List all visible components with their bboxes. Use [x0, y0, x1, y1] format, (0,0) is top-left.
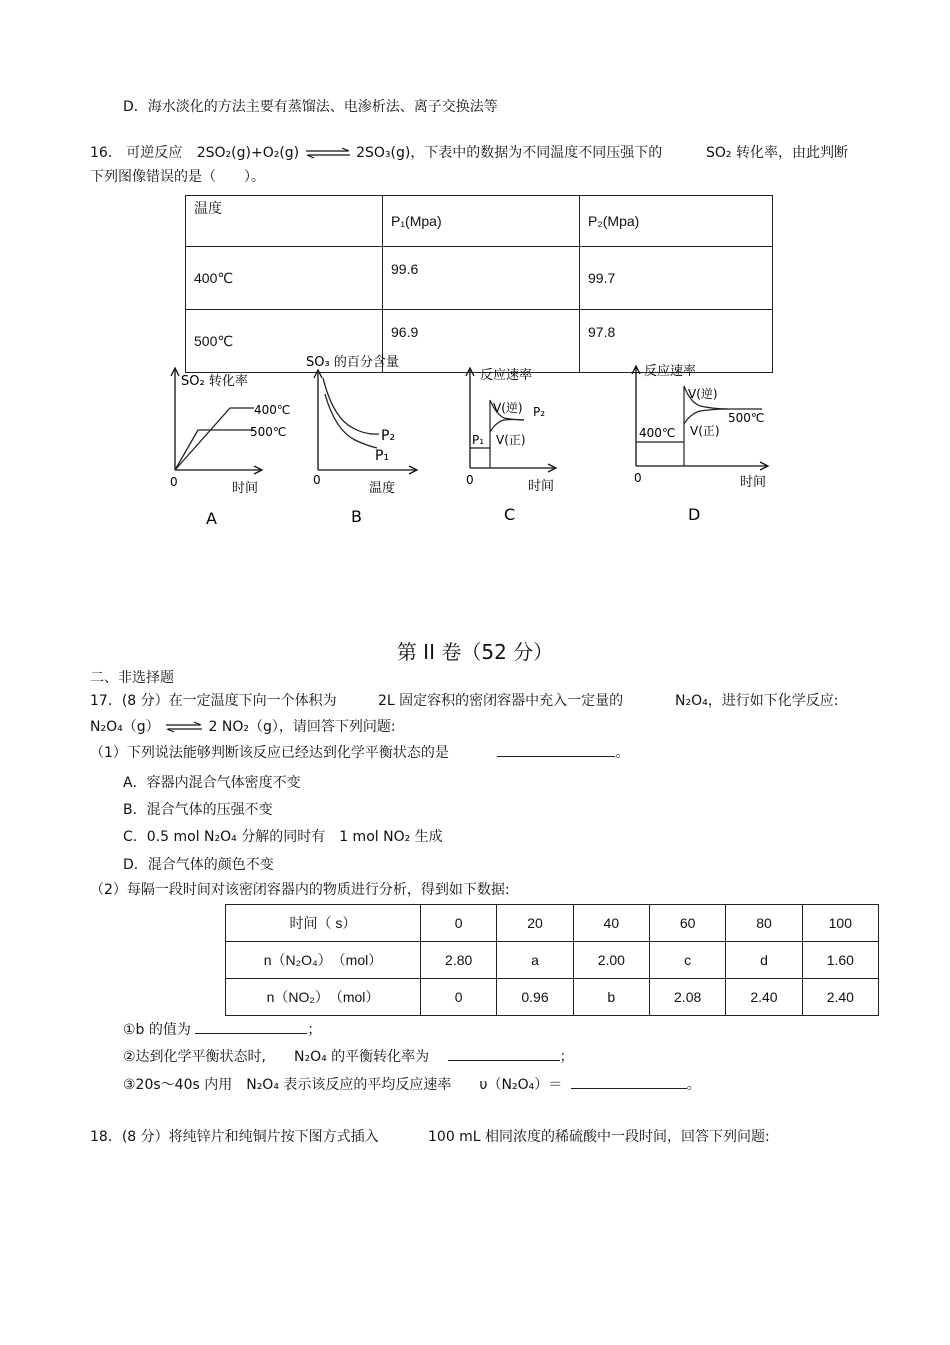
- graph-d-letter: D: [688, 505, 701, 524]
- graph-c-xlabel: 时间: [528, 479, 555, 494]
- table-header-cell: 40: [573, 905, 649, 942]
- q17-sub3: [123, 1074, 701, 1094]
- table-cell: 2.40: [726, 979, 802, 1016]
- q17-option-b: B．混合气体的压强不变: [123, 802, 273, 818]
- q16-table: [185, 195, 773, 373]
- q16-reactants: 2SO₂(g)+O₂(g): [196, 145, 300, 161]
- curve-500: [175, 430, 254, 470]
- table-cell: a: [497, 942, 573, 979]
- table-cell: 2.00: [573, 942, 649, 979]
- section-title: 第 II 卷（52 分）: [396, 640, 554, 664]
- q17-sub3-text: ③20s～40s 内用 N₂O₄ 表示该反应的平均反应速率 υ（N₂O₄）＝: [123, 1077, 563, 1093]
- q16-text-c: SO₂ 转化率，由此判断: [706, 145, 848, 161]
- graph-d-v-rev: V(逆): [688, 387, 718, 401]
- graph-c-ylabel: 反应速率: [480, 368, 533, 383]
- graph-d-origin: 0: [634, 471, 642, 485]
- curve-v-fwd: [684, 409, 728, 424]
- table-cell: d: [726, 942, 802, 979]
- q17-reactant: N₂O₄（g）: [90, 719, 160, 735]
- graph-a: [160, 360, 300, 534]
- table-header-cell: 时间（ s）: [226, 905, 421, 942]
- q17-part2: （2）每隔一段时间对该密闭容器内的物质进行分析，得到如下数据:: [90, 882, 510, 898]
- answer-blank[interactable]: [571, 1076, 687, 1089]
- table-cell: 400℃: [186, 247, 383, 310]
- table-cell: 96.9: [383, 310, 580, 373]
- graph-a-letter: A: [206, 509, 217, 528]
- answer-blank[interactable]: [497, 744, 615, 757]
- graph-c-svg: [458, 360, 578, 530]
- graph-b-curve-label-1: P₂: [381, 428, 396, 444]
- graph-d-t2: 500℃: [728, 411, 765, 425]
- table-cell: 97.8: [580, 310, 773, 373]
- graph-b-curve-label-2: P₁: [375, 448, 390, 464]
- graph-c-v-rev: V(逆): [493, 401, 523, 415]
- reversible-arrow-icon: [164, 721, 204, 733]
- graph-c-v-fwd: V(正): [496, 433, 526, 447]
- table-cell: 1.60: [802, 942, 878, 979]
- graph-a-svg: [160, 360, 300, 530]
- curve-p2: [323, 378, 379, 434]
- table-header-cell: 0: [421, 905, 497, 942]
- q17-option-c: C．0.5 mol N₂O₄ 分解的同时有 1 mol NO₂ 生成: [123, 829, 443, 845]
- table-cell: 0: [421, 979, 497, 1016]
- q17-product: 2 NO₂（g），请回答下列问题:: [208, 719, 396, 735]
- table-cell: n（N₂O₄） （mol）: [226, 942, 421, 979]
- table-row: [226, 979, 879, 1016]
- table-header-cell: 100: [802, 905, 878, 942]
- q17-intro-a: 17．(8 分）在一定温度下向一个体积为: [90, 693, 337, 709]
- reversible-arrow-icon: [304, 147, 352, 159]
- table-cell: n（NO₂） （mol）: [226, 979, 421, 1016]
- q17-sub2-end: ；: [559, 1049, 574, 1065]
- table-header-cell: P₁(Mpa): [383, 196, 580, 247]
- table-header-cell: 80: [726, 905, 802, 942]
- table-header-cell: 温度: [186, 196, 383, 247]
- q16-product: 2SO₃(g): [356, 145, 411, 161]
- graph-b-ylabel: SO₃ 的百分含量: [306, 355, 399, 370]
- table-cell: 2.08: [649, 979, 725, 1016]
- table-header-cell: 60: [649, 905, 725, 942]
- graph-b-svg: [303, 348, 443, 528]
- graph-a-xlabel: 时间: [232, 481, 259, 496]
- q16-stem-line1: [90, 142, 662, 162]
- table-cell: c: [649, 942, 725, 979]
- table-cell: 2.80: [421, 942, 497, 979]
- graph-b: [303, 348, 443, 532]
- q18-text-b: 100 mL 相同浓度的稀硫酸中一段时间，回答下列问题:: [428, 1129, 770, 1145]
- graph-c-p2: P₂: [533, 405, 546, 419]
- graph-c-letter: C: [504, 505, 516, 524]
- graph-a-curve-label-1: 400℃: [254, 403, 291, 417]
- section-subtitle: 二、非选择题: [90, 670, 174, 686]
- graph-a-curve-label-2: 500℃: [250, 425, 287, 439]
- curve-p1: [325, 394, 377, 448]
- table-cell: b: [573, 979, 649, 1016]
- table-cell: 0.96: [497, 979, 573, 1016]
- q17-sub1: [123, 1019, 321, 1039]
- curve-v-fwd: [490, 420, 524, 433]
- q17-table: [225, 904, 879, 1016]
- graph-b-letter: B: [351, 507, 362, 526]
- graph-b-xlabel: 温度: [369, 481, 396, 496]
- graph-c-origin: 0: [466, 473, 474, 487]
- table-cell: 99.7: [580, 247, 773, 310]
- answer-blank[interactable]: [448, 1048, 560, 1061]
- q17-part1-end: 。: [615, 745, 630, 761]
- q17-sub3-end: 。: [686, 1077, 701, 1093]
- table-header-cell: 20: [497, 905, 573, 942]
- graph-c-p1: P₁: [472, 433, 485, 447]
- answer-blank[interactable]: [195, 1021, 307, 1034]
- table-header-row: [226, 905, 879, 942]
- graph-d-svg: [624, 358, 784, 528]
- q16-text-b: ，下表中的数据为不同温度不同压强下的: [410, 145, 663, 161]
- prev-option-d: D．海水淡化的方法主要有蒸馏法、电渗析法、离子交换法等: [123, 99, 498, 115]
- q17-sub1-end: ；: [307, 1022, 322, 1038]
- q17-sub2: [123, 1046, 574, 1066]
- q17-intro-c: N₂O₄，进行如下化学反应:: [675, 693, 839, 709]
- table-cell: 500℃: [186, 310, 383, 373]
- graph-a-origin: 0: [170, 475, 178, 489]
- graph-d-xlabel: 时间: [740, 475, 767, 490]
- table-row: [186, 247, 773, 310]
- graph-d-t1: 400℃: [639, 426, 676, 440]
- q18-text-a: 18．(8 分）将纯锌片和纯铜片按下图方式插入: [90, 1129, 379, 1145]
- graph-d-v-fwd: V(正): [690, 424, 720, 438]
- q17-option-d: D．混合气体的颜色不变: [123, 857, 274, 873]
- q17-sub1-text: ①b 的值为: [123, 1022, 191, 1038]
- curve-400: [175, 408, 254, 470]
- graph-b-origin: 0: [313, 473, 321, 487]
- q17-part1: [90, 742, 629, 762]
- graph-d-ylabel: 反应速率: [644, 364, 697, 379]
- q16-text-a: 可逆反应: [126, 145, 183, 161]
- graph-d: [624, 358, 784, 532]
- q16-stem-line2: 下列图像错误的是（ ）。: [90, 169, 265, 185]
- graph-a-ylabel: SO₂ 转化率: [181, 374, 248, 389]
- q17-reaction: [90, 716, 396, 736]
- table-cell: 99.6: [383, 247, 580, 310]
- q16-num: 16．: [90, 145, 122, 161]
- q17-sub2-text: ②达到化学平衡状态时, N₂O₄ 的平衡转化率为: [123, 1049, 430, 1065]
- table-cell: 2.40: [802, 979, 878, 1016]
- q17-intro-b: 2L 固定容积的密闭容器中充入一定量的: [378, 693, 624, 709]
- q17-part1-text: （1）下列说法能够判断该反应已经达到化学平衡状态的是: [90, 745, 449, 761]
- graph-c: [458, 360, 578, 534]
- table-header-cell: P₂(Mpa): [580, 196, 773, 247]
- table-row: [226, 942, 879, 979]
- q17-option-a: A．容器内混合气体密度不变: [123, 775, 301, 791]
